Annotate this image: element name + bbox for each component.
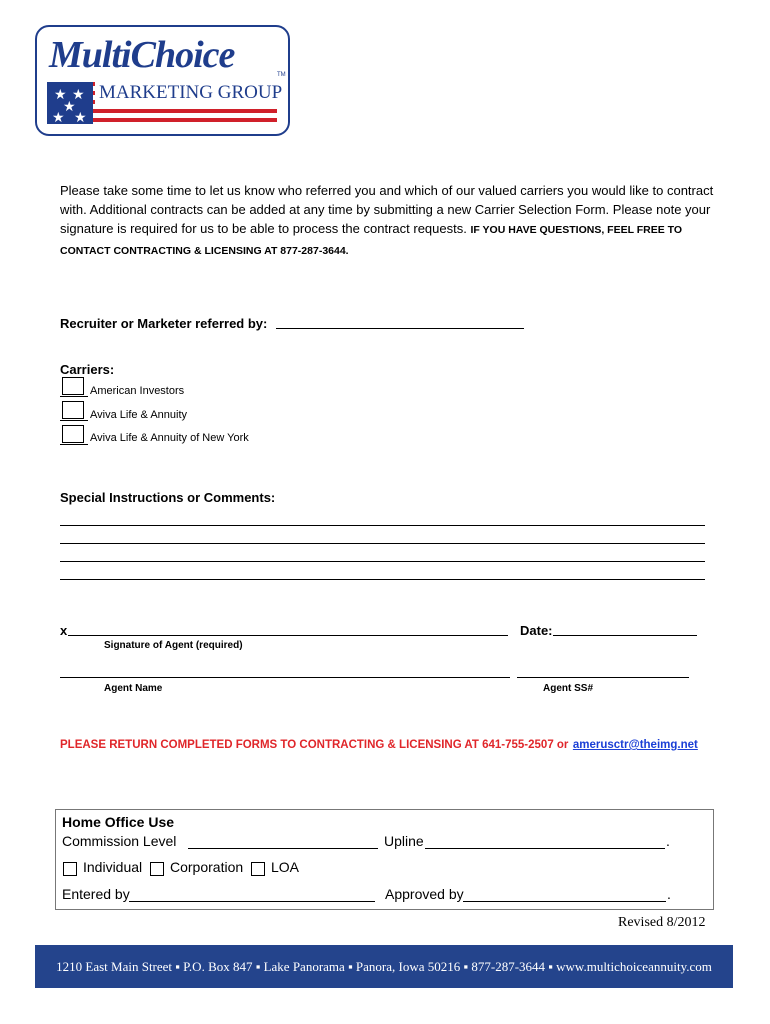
footer-address-bar: 1210 East Main Street ▪ P.O. Box 847 ▪ Lake Panorama ▪ Panora, Iowa 50216 ▪ 877-287-3644 ▪ www.multichoiceannuity.com bbox=[35, 945, 733, 988]
entered-by-label: Entered by bbox=[62, 886, 130, 902]
carrier-checkbox-american-investors[interactable] bbox=[62, 377, 84, 395]
intro-paragraph bbox=[60, 181, 720, 261]
svg-text:★: ★ bbox=[63, 98, 76, 114]
comments-line[interactable] bbox=[60, 561, 705, 562]
svg-text:★: ★ bbox=[52, 109, 65, 124]
recruiter-field[interactable] bbox=[276, 328, 524, 329]
comments-line[interactable] bbox=[60, 525, 705, 526]
agent-ss-label: Agent SS# bbox=[543, 683, 594, 694]
commission-label: Commission Level bbox=[62, 833, 177, 849]
entered-by-field[interactable] bbox=[129, 901, 375, 902]
comments-label: Special Instructions or Comments: bbox=[60, 490, 276, 505]
recruiter-label: Recruiter or Marketer referred by: bbox=[60, 316, 268, 331]
corporation-checkbox[interactable] bbox=[150, 862, 164, 876]
carrier-underline bbox=[60, 420, 88, 421]
home-office-title: Home Office Use bbox=[62, 814, 175, 830]
carrier-label: Aviva Life & Annuity of New York bbox=[90, 432, 249, 444]
agent-ss-field[interactable] bbox=[517, 677, 689, 678]
logo-wordmark: MultiChoice bbox=[49, 34, 235, 76]
carrier-label: Aviva Life & Annuity bbox=[90, 409, 188, 421]
return-text: PLEASE RETURN COMPLETED FORMS TO CONTRACTING & LICENSING AT 641-755-2507 or bbox=[60, 739, 569, 751]
return-instructions bbox=[60, 735, 698, 753]
approved-by-field[interactable] bbox=[463, 901, 666, 902]
loa-label: LOA bbox=[271, 859, 300, 875]
date-field[interactable] bbox=[553, 635, 697, 636]
carrier-label: American Investors bbox=[90, 385, 185, 397]
agent-name-label: Agent Name bbox=[104, 683, 163, 694]
company-logo bbox=[35, 25, 290, 136]
carrier-checkbox-aviva[interactable] bbox=[62, 401, 84, 419]
revised-date: Revised 8/2012 bbox=[618, 915, 706, 930]
individual-label: Individual bbox=[83, 859, 143, 875]
carrier-underline bbox=[60, 396, 88, 397]
svg-text:★: ★ bbox=[74, 109, 87, 124]
logo-trademark: TM bbox=[277, 72, 286, 78]
intro-contact-caps: IF YOU HAVE QUESTIONS, FEEL FREE TO CONTACT CONTRACTING & LICENSING AT 877-287-3644. bbox=[60, 224, 683, 257]
intro-text: Please take some time to let us know who referred you and which of our valued carriers you would like to contract with. Additional contracts can be added at any time by submitting a new Carrier Selection Form. Please note your signature is required for us to be able to process the contract requests. bbox=[60, 183, 714, 236]
svg-text:★: ★ bbox=[54, 86, 67, 102]
home-office-box bbox=[55, 809, 714, 910]
comments-line[interactable] bbox=[60, 579, 705, 580]
upline-label: Upline bbox=[384, 833, 424, 849]
comments-line[interactable] bbox=[60, 543, 705, 544]
upline-period: . bbox=[666, 833, 670, 849]
approved-by-label: Approved by bbox=[385, 886, 464, 902]
logo-subtitle: MARKETING GROUP bbox=[95, 82, 286, 104]
date-label: Date: bbox=[520, 623, 553, 638]
signature-label: Signature of Agent (required) bbox=[104, 640, 243, 651]
email-link[interactable]: amerusctr@theimg.net bbox=[572, 739, 698, 751]
svg-text:★: ★ bbox=[72, 86, 85, 102]
signature-x-mark: x bbox=[60, 623, 68, 638]
approved-period: . bbox=[667, 886, 671, 902]
commission-field[interactable] bbox=[188, 848, 378, 849]
signature-field[interactable] bbox=[68, 635, 508, 636]
loa-checkbox[interactable] bbox=[251, 862, 265, 876]
carrier-checkbox-aviva-ny[interactable] bbox=[62, 425, 84, 443]
individual-checkbox[interactable] bbox=[63, 862, 77, 876]
corporation-label: Corporation bbox=[170, 859, 244, 875]
upline-field[interactable] bbox=[425, 848, 665, 849]
carrier-underline bbox=[60, 444, 88, 445]
carriers-heading: Carriers: bbox=[60, 362, 115, 377]
agent-name-field[interactable] bbox=[60, 677, 510, 678]
